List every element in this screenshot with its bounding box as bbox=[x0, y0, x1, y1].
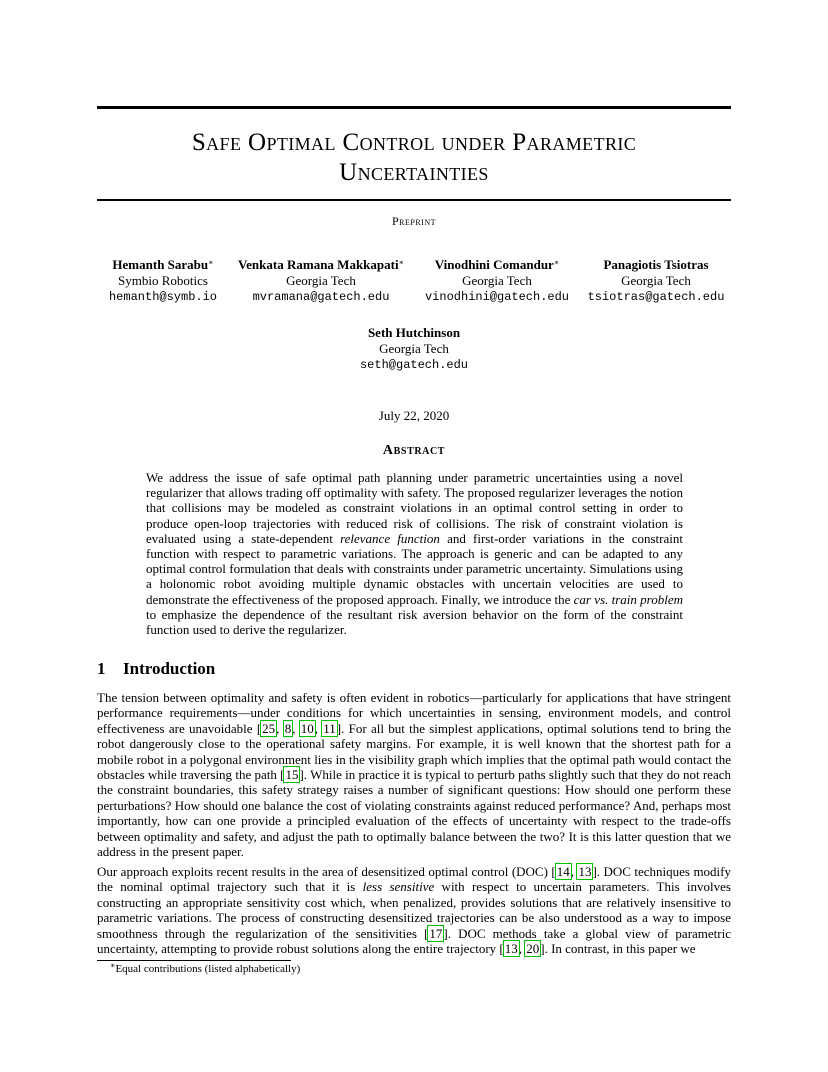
author-affiliation: Symbio Robotics bbox=[118, 273, 208, 288]
abstract-part: We address the issue of safe optimal path planning under parametric uncertainties using a novel regularizer that allows trading off optimality with safety. The proposed regularizer leverages the notion that collisions may be modeled as constraint violations in an optimal control setting in order to produce open-loop trajectories with reduced risk of collisions. The risk of constraint violation is evaluated using a state-dependent bbox=[146, 470, 683, 546]
author-email[interactable]: tsiotras@gatech.edu bbox=[587, 290, 725, 304]
author-name: Hemanth Sarabu bbox=[112, 257, 209, 272]
author-name: Panagiotis Tsiotras bbox=[603, 257, 709, 272]
footnote-rule bbox=[97, 960, 291, 961]
abstract-heading: Abstract bbox=[382, 443, 446, 458]
abstract-part: and first-order variations in the constraint function with respect to parametric variations. The approach is generic and can be adapted to any optimal control formulation that deals with constraints under parametric uncertainty. Simulations using a holonomic robot avoiding multiple dynamic obstacles with uncertain velocities are used to demonstrate the effectiveness of the proposed approach. Finally, we introduce the bbox=[146, 530, 683, 607]
paragraph-text: ]. While in practice it is typical to perturb paths slightly such that they do not reach the constraint boundaries, this safety strategy raises a number of significant questions: How should one perform these perturbations? How should one balance the cost of violating constraints against reduced performance? And, perhaps most importantly, how can one provide a principled evaluation of the effects of uncertainty with respect to the trade-offs between optimality and safety, and adjust the path to optimally balance between the two? It is this latter question that we address in the present paper. bbox=[97, 767, 731, 860]
citation-link[interactable]: 17 bbox=[429, 925, 443, 941]
author-footnote-mark: ∗ bbox=[398, 258, 405, 267]
section-heading bbox=[97, 659, 215, 679]
intro-paragraph-2: Our approach exploits recent results in the area of desensitized optimal control (DOC) [14, 13]. DOC techniques modify the nominal optimal trajectory such that it is less sensitive with respect to uncertain parameters. This involves constructing an appropriate sensitivity cost which, when penalized, provides solutions that are relatively insensitive to parametric variations. The process of constructing desensitized trajectories can be also understood as a way to impose smoothness through the regularization of the sensitivities [17]. DOC methods take a global view of parametric uncertainty, attempting to provide robust solutions along the entire trajectory [13, 20]. In contrast, in this paper we bbox=[97, 864, 732, 957]
title-top-rule bbox=[97, 106, 731, 109]
publication-date: July 22, 2020 bbox=[378, 408, 450, 423]
preprint-label: Preprint bbox=[391, 214, 436, 228]
author-affiliation: Georgia Tech bbox=[621, 273, 691, 288]
paragraph-text: The tension between optimality and safety is often evident in robotics—particularly for applications that have stringent performance requirements—under conditions for which uncertainties in sensing, environment models, and control effectiveness are unavoidable [ bbox=[97, 690, 731, 736]
section-number: 1 bbox=[97, 659, 106, 678]
author-name: Seth Hutchinson bbox=[367, 325, 461, 340]
author-4 bbox=[581, 257, 731, 305]
title-line-1: Safe Optimal Control under Parametric bbox=[191, 129, 637, 156]
title-line-2: Uncertainties bbox=[339, 159, 489, 186]
author-email[interactable]: mvramana@gatech.edu bbox=[252, 290, 390, 304]
abstract-emphasis: relevance function bbox=[340, 530, 440, 546]
author-1 bbox=[97, 257, 229, 305]
citation-link[interactable]: 13 bbox=[504, 941, 518, 957]
citation-link[interactable]: 10 bbox=[300, 720, 314, 736]
intro-paragraph-1: The tension between optimality and safety is often evident in robotics—particularly for applications that have stringent performance requirements—under conditions for which uncertainties in sensing, environment models, and control effectiveness are unavoidable [25, 8, 10, 11]. For all but the simplest applications, optimal solutions tend to bring the robot dangerously close to the operational safety margins. For example, it is well known that the shortest path for a mobile robot in a polygonal environment lies in the visibility graph which implies that the optimal path would contact the obstacles while traversing the path [15]. While in practice it is typical to perturb paths slightly such that they do not reach the constraint boundaries, this safety strategy raises a number of significant questions: How should one perform these perturbations? How should one balance the cost of violating constraints against reduced performance? And, perhaps most importantly, how can one provide a principled evaluation of the effects of uncertainty with respect to the trade-offs between optimality and safety, and adjust the path to optimally balance between the two? It is this latter question that we address in the present paper. bbox=[97, 690, 732, 860]
paragraph-text: Our approach exploits recent results in the area of desensitized optimal control (DOC) [ bbox=[97, 864, 556, 879]
title-bottom-rule bbox=[97, 199, 731, 201]
citation-link[interactable]: 20 bbox=[526, 941, 540, 957]
paper-title bbox=[97, 128, 731, 188]
author-email[interactable]: seth@gatech.edu bbox=[359, 358, 469, 372]
author-footnote-mark: ∗ bbox=[208, 258, 214, 267]
abstract-text bbox=[146, 470, 683, 637]
author-email[interactable]: hemanth@symb.io bbox=[108, 290, 218, 304]
author-name: Venkata Ramana Makkapati bbox=[237, 257, 399, 272]
author-affiliation: Georgia Tech bbox=[379, 341, 449, 356]
section-title: Introduction bbox=[123, 659, 216, 678]
author-footnote-mark: ∗ bbox=[553, 258, 560, 267]
paragraph-text: ]. For all but the simplest applications, optimal solutions tend to bring the robot dangerously close to the operational safety margins. For example, it is well known that the shortest path for a mobile robot in a polygonal environment lies in the visibility graph which implies that the optimal path would contact the obstacles while traversing the path [ bbox=[97, 720, 732, 783]
footnote-mark: ∗ bbox=[110, 961, 116, 970]
citation-link[interactable]: 13 bbox=[578, 864, 592, 879]
citation-link[interactable]: 8 bbox=[284, 720, 292, 736]
citation-link[interactable]: 11 bbox=[323, 720, 336, 736]
abstract-emphasis: car vs. train problem bbox=[573, 591, 683, 607]
author-name: Vinodhini Comandur bbox=[434, 257, 554, 272]
paragraph-text: with respect to uncertain parameters. This involves constructing an appropriate sensitivity cost which, when penalized, provides solutions that are relatively insensitive to parametric variations. The process of constructing desensitized trajectories can be also understood as a way to impose smoothness through the regularization of the sensitivities [ bbox=[97, 879, 731, 941]
abstract-part: to emphasize the dependence of the resultant risk aversion behavior on the form of the constraint function used to derive the regularizer. bbox=[146, 606, 683, 638]
citation-link[interactable]: 15 bbox=[285, 767, 299, 783]
author-3 bbox=[413, 257, 581, 305]
author-affiliation: Georgia Tech bbox=[462, 273, 532, 288]
footnote bbox=[110, 963, 300, 975]
citation-link[interactable]: 14 bbox=[556, 864, 570, 879]
author-2 bbox=[229, 257, 413, 305]
author-email[interactable]: vinodhini@gatech.edu bbox=[424, 290, 570, 304]
citation-link[interactable]: 25 bbox=[262, 720, 276, 736]
paragraph-text: ]. In contrast, in this paper we bbox=[540, 941, 696, 957]
author-affiliation: Georgia Tech bbox=[286, 273, 356, 288]
footnote-text: Equal contributions (listed alphabetically) bbox=[115, 963, 301, 975]
author-5 bbox=[314, 325, 514, 373]
paragraph-emphasis: less sensitive bbox=[362, 879, 435, 895]
paragraph-text: ]. DOC techniques modify the nominal optimal trajectory such that it is bbox=[97, 864, 732, 895]
paragraph-text: ]. DOC methods take a global view of parametric uncertainty, attempting to provide robust solutions along the entire trajectory [ bbox=[97, 925, 732, 957]
